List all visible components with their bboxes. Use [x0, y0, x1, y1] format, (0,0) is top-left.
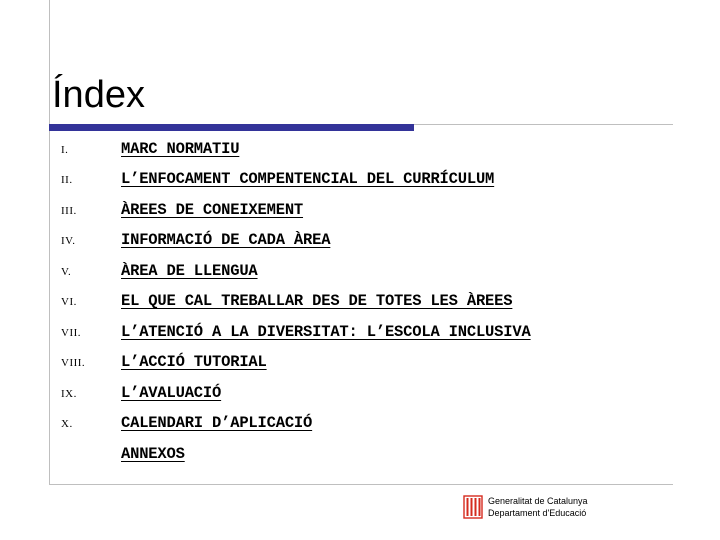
toc-item-link[interactable]: INFORMACIÓ DE CADA ÀREA: [121, 231, 331, 249]
toc-item: [0, 170, 720, 194]
toc-item-number: II.: [61, 174, 73, 186]
logo-line-1: Generalitat de Catalunya: [488, 496, 588, 506]
toc-item-link[interactable]: MARC NORMATIU: [121, 140, 240, 158]
toc-item: [0, 201, 720, 225]
toc-item-link[interactable]: ÀREES DE CONEIXEMENT: [121, 201, 304, 219]
toc-item-number: I.: [61, 144, 69, 156]
generalitat-logo: [463, 494, 613, 520]
toc-item-number: VII.: [61, 327, 82, 339]
toc-item-number: V.: [61, 266, 72, 278]
toc-item: [0, 384, 720, 408]
toc-item-link[interactable]: L’AVALUACIÓ: [121, 384, 222, 402]
toc-item-number: VI.: [61, 296, 77, 308]
toc-item-link[interactable]: L’ATENCIÓ A LA DIVERSITAT: L’ESCOLA INCLUSIVA: [121, 323, 531, 341]
toc-item: [0, 262, 720, 286]
toc-item: [0, 140, 720, 164]
toc-item: [0, 231, 720, 255]
toc-item: [0, 353, 720, 377]
toc-item-link[interactable]: CALENDARI D’APLICACIÓ: [121, 414, 313, 432]
toc-item-link[interactable]: EL QUE CAL TREBALLAR DES DE TOTES LES ÀREES: [121, 292, 513, 310]
title-rule: [414, 124, 673, 125]
toc-item-link[interactable]: L’ACCIÓ TUTORIAL: [121, 353, 267, 371]
toc-item: [0, 414, 720, 438]
toc-item: [0, 323, 720, 347]
toc-item-link[interactable]: ANNEXOS: [121, 445, 185, 463]
generalitat-emblem-icon: [463, 495, 483, 519]
toc-item-number: VIII.: [61, 357, 86, 369]
toc-item-link[interactable]: ÀREA DE LLENGUA: [121, 262, 258, 280]
slide-title: Índex: [52, 74, 145, 116]
toc-item: [0, 292, 720, 316]
logo-text: [488, 495, 588, 519]
bottom-rule: [49, 484, 673, 485]
toc-item-number: III.: [61, 205, 77, 217]
toc-item-number: X.: [61, 418, 73, 430]
toc-item: [0, 445, 720, 469]
toc-item-number: IX.: [61, 388, 77, 400]
title-accent-bar: [49, 124, 414, 131]
toc-item-number: IV.: [61, 235, 76, 247]
toc-item-link[interactable]: L’ENFOCAMENT COMPENTENCIAL DEL CURRÍCULUM: [121, 170, 495, 188]
logo-line-2: Departament d'Educació: [488, 508, 587, 518]
